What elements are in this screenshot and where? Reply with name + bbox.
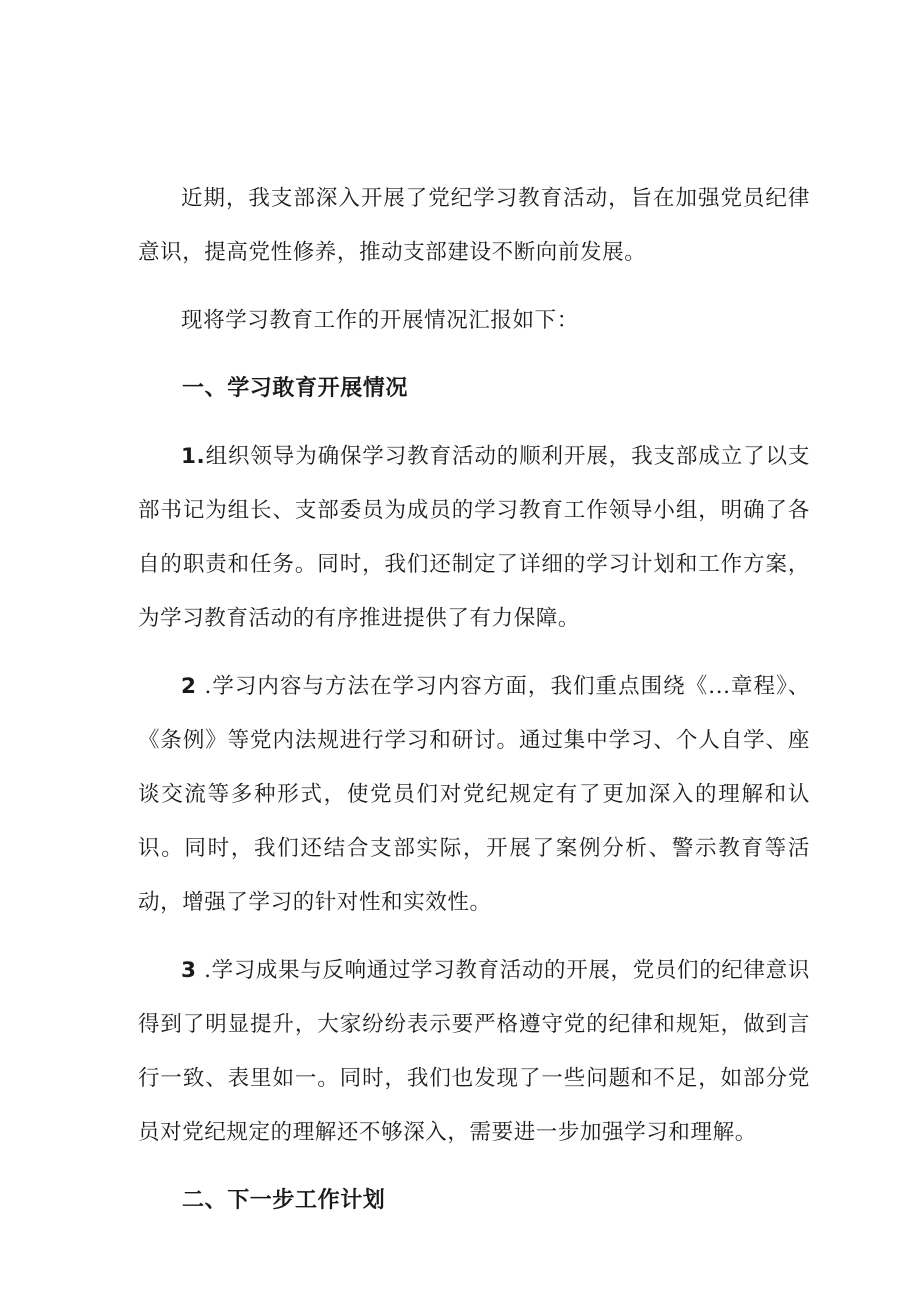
intro-paragraph: 近期，我支部深入开展了党纪学习教育活动，旨在加强党员纪律意识，提高党性修养，推动支部建设不断向前发展。 (138, 186, 810, 265)
paragraph-gap (138, 646, 810, 660)
paragraph-gap (138, 348, 810, 362)
document-body (138, 172, 810, 1228)
item-2-paragraph (138, 660, 810, 930)
item-3-text: .学习成果与反响通过学习教育活动的开展，党员们的纪律意识得到了明显提升，大家纷纷表示要严格遵守党的纪律和规矩，做到言行一致、表里如一。同时，我们也发现了一些问题和不足，如部分党员对党纪规定的理解还不够深入，需要进一步加强学习和理解。 (138, 958, 810, 1145)
paragraph-gap (138, 930, 810, 944)
item-1-paragraph (138, 430, 810, 646)
paragraph-gap (138, 280, 810, 294)
paragraph-gap (138, 1160, 810, 1174)
item-1-text: 组织领导为确保学习教育活动的顺利开展，我支部成立了以支部书记为组长、支部委员为成员的学习教育工作领导小组，明确了各自的职责和任务。同时，我们还制定了详细的学习计划和工作方案，为学习教育活动的有序推进提供了有力保障。 (138, 444, 810, 631)
section-heading-1: 一、学习敢育开展情况 (182, 376, 409, 401)
intro-summary-paragraph: 现将学习教育工作的开展情况汇报如下： (181, 308, 579, 333)
section-heading-2: 二、下一步工作计划 (182, 1188, 386, 1213)
item-3-number: 3 (181, 958, 197, 983)
item-3-paragraph (138, 944, 810, 1160)
item-2-number: 2 (181, 674, 197, 699)
paragraph-gap (138, 416, 810, 430)
item-2-text: .学习内容与方法在学习内容方面，我们重点围绕《...章程》、《条例》等党内法规进行学习和研讨。通过集中学习、个人自学、座谈交流等多种形式，使党员们对党纪规定有了更加深入的理解和认识。同时，我们还结合支部实际，开展了案例分析、警示教育等活动，增强了学习的针对性和实效性。 (138, 674, 810, 915)
item-1-number: 1. (181, 444, 206, 469)
